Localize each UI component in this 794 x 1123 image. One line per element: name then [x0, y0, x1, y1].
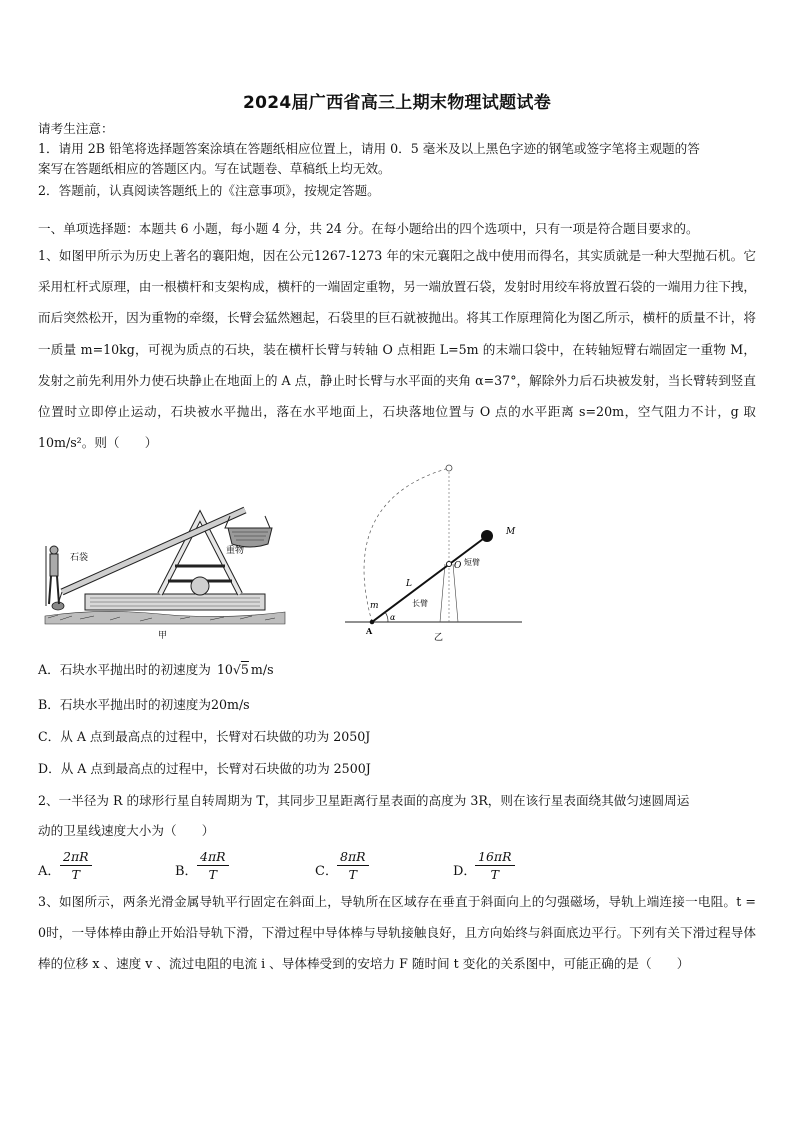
sqrt-symbol-icon: √ [232, 662, 241, 677]
q2-option-c-numerator: 8πR [337, 848, 369, 866]
label-m: m [370, 601, 379, 611]
figure-caption-jia: 甲 [158, 631, 168, 641]
catapult-illustration [40, 486, 290, 646]
q1-option-a-root: 5 [240, 662, 249, 677]
section-heading: 一、单项选择题：本题共 6 小题，每小题 4 分，共 24 分。在每小题给出的四个选项中，只有一项是符合题目要求的。 [38, 221, 699, 236]
q2-option-d-fraction [475, 848, 515, 884]
page-title: 2024届广西省高三上期末物理试题试卷 [242, 93, 551, 113]
notice-item-1-line-1: 1．请用 2B 铅笔将选择题答案涂填在答题纸相应位置上，请用 0．5 毫米及以上黑色字迹的钢笔或签字笔将主观题的答 [38, 141, 700, 156]
label-O: O [454, 561, 462, 571]
label-L: L [406, 579, 412, 589]
question-2-line-2: 动的卫星线速度大小为（ ） [38, 823, 215, 838]
q1-option-b: B．石块水平抛出时的初速度为20m/s [38, 697, 250, 712]
q2-option-c-fraction [337, 848, 369, 884]
q2-option-b-numerator: 4πR [197, 848, 229, 866]
q1-option-a-unit: m/s [250, 662, 274, 677]
notice-item-2: 2．答题前，认真阅读答题纸上的《注意事项》，按规定答题。 [38, 183, 380, 198]
question-3-text: 3、如图所示，两条光滑金属导轨平行固定在斜面上，导轨所在区域存在垂直于斜面向上的匀强磁场，导轨上端连接一电阻。t = 0时，一导体棒由静止开始沿导轨下滑，下滑过程中导体棒与导轨接触良好，且方向始终与斜面底边平行。下列有关下滑过程导体棒的位移 x 、速度 v 、流过电阻的电流 i 、导体棒受到的安培力 F 随时间 t 变化的关系图中，可能正确的是（ ） [38, 894, 756, 972]
q2-option-c-letter: C． [315, 864, 338, 879]
question-1-text: 1、如图甲所示为历史上著名的襄阳炮，因在公元1267-1273 年的宋元襄阳之战中使用而得名，其实质就是一种大型抛石机。它采用杠杆式原理，由一根横杆和支架构成，横杆的一端固定重物，另一端放置石袋，发射时用绞车将放置石袋的一端用力往下拽，而后突然松开，因为重物的牵缀，长臂会猛然翘起，石袋里的巨石就被抛出。将其工作原理简化为图乙所示，横杆的质量不计，将一质量 m=10kg，可视为质点的石块，装在横杆长臂与转轴 O 点相距 L=5m 的末端口袋中，在转轴短臂右端固定一重物 M，发射之前先利用外力使石块静止在地面上的 A 点，静止时长臂与水平面的夹角 α=37°，解除外力后石块被发射，当长臂转到竖直位置时立即停止运动，石块被水平抛出，落在水平地面上，石块落地位置与 O 点的水平距离 s=20m，空气阻力不计，g 取 10m/s²。则（ ） [38, 248, 756, 451]
q2-option-a-denominator: T [71, 867, 80, 882]
q2-option-d-letter: D． [453, 864, 477, 879]
catapult-schematic [340, 460, 530, 645]
figure-caption-yi: 乙 [434, 633, 444, 643]
notice-item-1-line-2: 案写在答题纸相应的答题区内。写在试题卷、草稿纸上均无效。 [38, 161, 391, 176]
q1-option-a [38, 661, 758, 679]
question-2-line-1: 2、一半径为 R 的球形行星自转周期为 T，其同步卫星距离行星表面的高度为 3R，则在该行星表面绕其做匀速圆周运 [38, 793, 690, 808]
label-A: A [366, 626, 373, 636]
label-stone-bag: 石袋 [70, 553, 89, 563]
label-alpha: α [390, 613, 396, 622]
q1-option-a-text: A．石块水平抛出时的初速度为 [38, 662, 211, 677]
label-M: M [506, 527, 516, 537]
label-counterweight: 重物 [226, 546, 245, 556]
q2-options [38, 848, 638, 890]
label-long-arm: 长臂 [412, 599, 428, 608]
q1-option-c: C．从 A 点到最高点的过程中，长臂对石块做的功为 2050J [38, 729, 371, 744]
q1-option-a-value: 10 [216, 662, 233, 677]
q2-option-a-numerator: 2πR [60, 848, 92, 866]
q2-option-a-letter: A． [38, 864, 61, 879]
q2-option-a-fraction [60, 848, 92, 884]
q2-option-b-letter: B． [175, 864, 198, 879]
q2-option-b-fraction [197, 848, 229, 884]
q2-option-d-denominator: T [490, 867, 499, 882]
q2-option-b-denominator: T [208, 867, 217, 882]
q1-option-d: D．从 A 点到最高点的过程中，长臂对石块做的功为 2500J [38, 761, 371, 776]
q2-option-c-denominator: T [348, 867, 357, 882]
notice-heading: 请考生注意： [38, 121, 114, 136]
q2-option-d-numerator: 16πR [475, 848, 515, 866]
label-short-arm: 短臂 [464, 558, 480, 567]
